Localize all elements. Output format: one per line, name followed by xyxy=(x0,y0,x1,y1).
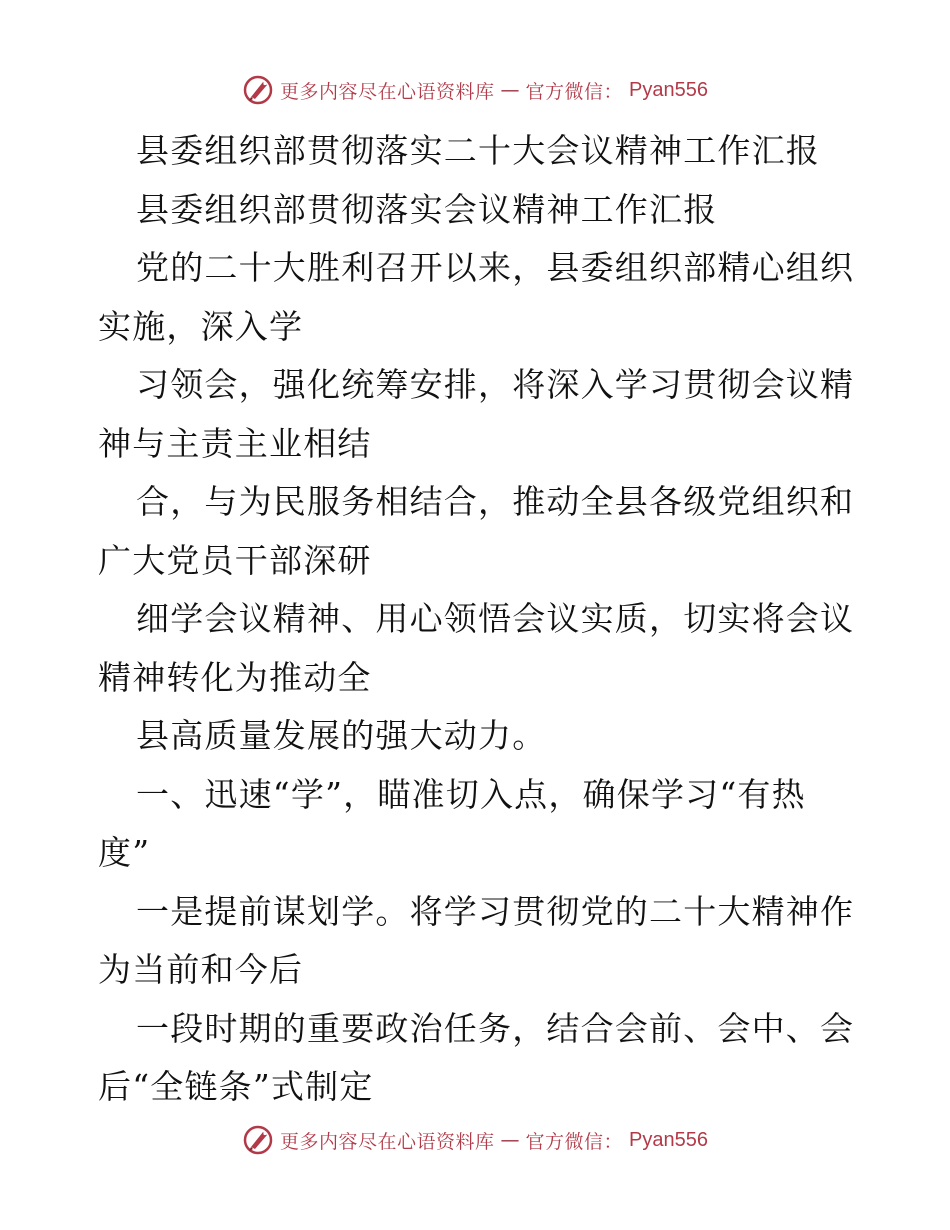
watermark-official: 官方微信： xyxy=(525,1130,624,1153)
watermark-handle: Pyan556 xyxy=(629,78,708,101)
watermark-dash: — xyxy=(500,79,520,101)
text-line: 广大党员干部深研 xyxy=(98,540,372,580)
document-body xyxy=(98,122,858,1117)
text-line: 县委组织部贯彻落实二十大会议精神工作汇报 xyxy=(136,131,820,170)
text-line: 细学会议精神、用心领悟会议实质，切实将会议 xyxy=(136,599,855,638)
text-line: 为当前和今后 xyxy=(98,950,304,989)
watermark-text: 更多内容尽在心语资料库 xyxy=(280,1130,495,1153)
text-line: 党的二十大胜利召开以来，县委组织部精心组织 xyxy=(136,248,855,287)
text-line: 神与主责主业相结 xyxy=(98,423,372,463)
text-line: 县高质量发展的强大动力。 xyxy=(136,716,547,755)
watermark-handle: Pyan556 xyxy=(629,1128,708,1151)
text-line: 实施，深入学 xyxy=(98,306,304,346)
text-line: 度” xyxy=(98,833,151,872)
footer-watermark-banner xyxy=(0,1120,950,1160)
text-line: 一是提前谋划学。将学习贯彻党的二十大精神作 xyxy=(136,891,855,931)
text-line: 一、迅速“学”，瞄准切入点，确保学习“有热 xyxy=(136,774,806,814)
text-line: 合，与为民服务相结合，推动全县各级党组织和 xyxy=(136,482,855,521)
document-lines xyxy=(98,122,858,1117)
text-line: 精神转化为推动全 xyxy=(98,657,372,697)
header-watermark-banner xyxy=(0,70,950,110)
pen-logo-icon xyxy=(242,1124,274,1156)
text-line: 县委组织部贯彻落实会议精神工作汇报 xyxy=(136,189,718,229)
pen-logo-icon xyxy=(242,74,274,106)
watermark-text: 更多内容尽在心语资料库 xyxy=(280,80,495,103)
text-line: 习领会，强化统筹安排，将深入学习贯彻会议精 xyxy=(136,365,855,404)
text-line: 后“全链条”式制定 xyxy=(98,1067,374,1106)
watermark-official: 官方微信： xyxy=(525,80,624,103)
text-line: 一段时期的重要政治任务，结合会前、会中、会 xyxy=(136,1008,855,1048)
watermark-dash: — xyxy=(500,1129,520,1151)
